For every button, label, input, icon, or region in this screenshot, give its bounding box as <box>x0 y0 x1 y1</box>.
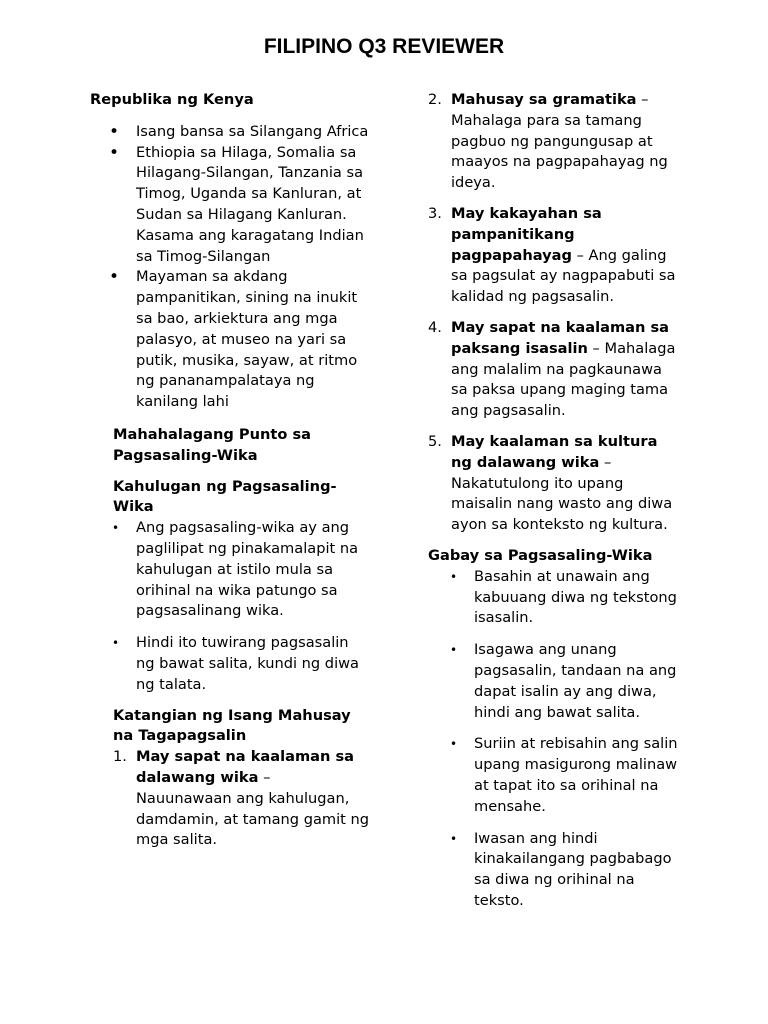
bullet-icon: • <box>450 643 458 658</box>
kahulugan-list <box>90 518 370 695</box>
katangian-list-left <box>90 747 370 851</box>
heading-punto: Mahahalagang Punto sa Pagsasaling-Wika <box>113 425 311 464</box>
list-item: 3. May kakayahan sa pampanitikang pagpapahayag – Ang galing sa pagsulat ay nagpapabuti sa kalidad ng pagsasalin. <box>428 204 676 306</box>
bullet-icon: • <box>109 267 120 288</box>
bullet-icon: • <box>450 831 458 846</box>
katangian-list-right <box>428 90 680 536</box>
list-item: • Ang pagsasaling-wika ay ang paglilipat ng pinakamalapit na kahulugan at istilo mula sa orihinal na wika patungo sa pagsasalinang wika. <box>112 519 359 620</box>
kenya-list <box>90 122 370 413</box>
list-item: • Hindi ito tuwirang pagsasalin ng bawat salita, kundi ng diwa ng talata. <box>112 634 360 693</box>
list-item: • Suriin at rebisahin ang salin upang masigurong malinaw at tapat ito sa orihinal na mensahe. <box>450 735 678 815</box>
bullet-icon: • <box>109 121 120 142</box>
heading-katangian: Katangian ng Isang Mahusay na Tagapagsalin <box>113 706 351 745</box>
bullet-icon: • <box>450 737 458 752</box>
bullet-icon: • <box>112 521 120 536</box>
list-item: • Isang bansa sa Silangang Africa <box>109 121 369 142</box>
gabay-list <box>428 567 680 912</box>
list-item: • Basahin at unawain ang kabuuang diwa ng tekstong isasalin. <box>450 567 677 627</box>
list-item: 1. May sapat na kaalaman sa dalawang wika – Nauunawaan ang kahulugan, damdamin, at tamang gamit ng mga salita. <box>113 748 370 849</box>
list-item: 4. May sapat na kaalaman sa paksang isasalin – Mahalaga ang malalim na pagkaunawa sa paksa upang maging tama ang pagsasalin. <box>428 318 676 420</box>
heading-kenya: Republika ng Kenya <box>90 91 254 108</box>
page-title: FILIPINO Q3 REVIEWER <box>263 35 505 58</box>
list-item: • Mayaman sa akdang pampanitikan, sining na inukit sa bao, arkiektura ang mga palasyo, at museo na yari sa putik, musika, sayaw, at ritmo ng pananampalataya ng kanilang lahi <box>109 267 358 411</box>
list-item: • Isagawa ang unang pagsasalin, tandaan na ang dapat isalin ay ang diwa, hindi ang bawat salita. <box>450 641 677 721</box>
heading-gabay: Gabay sa Pagsasaling-Wika <box>428 546 653 564</box>
bullet-icon: • <box>109 142 120 163</box>
list-item: 5. May kaalaman sa kultura ng dalawang wika – Nakatutulong ito upang maisalin nang wasto ang diwa ayon sa konteksto ng kultura. <box>428 432 673 534</box>
list-item: 2. Mahusay sa gramatika – Mahalaga para sa tamang pagbuo ng pangungusap at maayos na pagpapahayag ng ideya. <box>428 91 668 192</box>
left-column <box>90 90 370 851</box>
list-item: • Iwasan ang hindi kinakailangang pagbabago sa diwa ng orihinal na teksto. <box>450 829 672 909</box>
bullet-icon: • <box>112 636 120 651</box>
bullet-icon: • <box>450 569 458 584</box>
right-column <box>428 90 680 912</box>
heading-kahulugan: Kahulugan ng Pagsasaling-Wika <box>113 477 337 516</box>
list-item: • Ethiopia sa Hilaga, Somalia sa Hilagang-Silangan, Tanzania sa Timog, Uganda sa Kanluran, at Sudan sa Hilagang Kanluran. Kasama ang karagatang Indian sa Timog-Silangan <box>109 142 364 265</box>
